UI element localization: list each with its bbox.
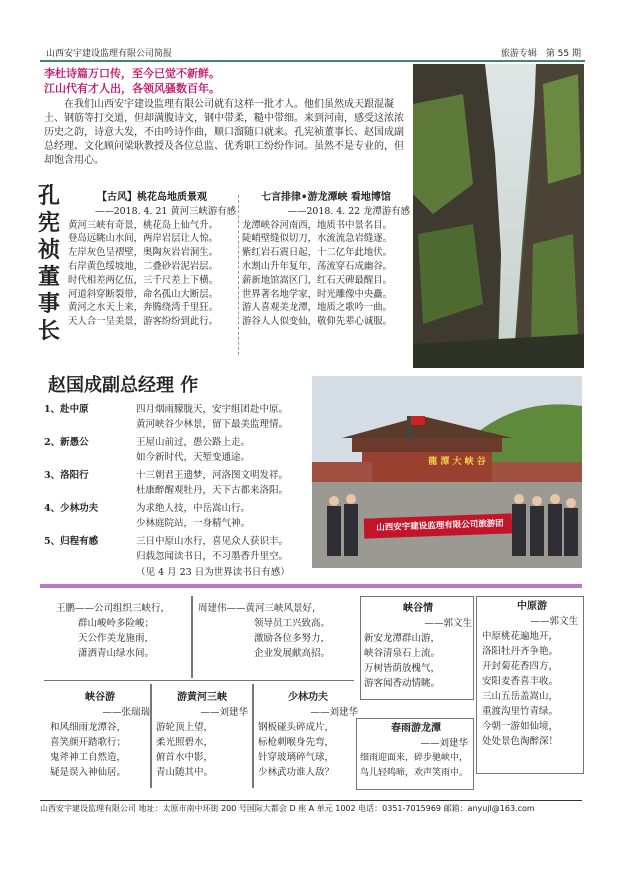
- poem-title: 七言排律•游龙潭峡 看地博馆: [261, 192, 391, 203]
- poem-title: 【古风】桃花岛地质景观: [97, 192, 207, 203]
- poem-box-wangpeng: [56, 601, 191, 661]
- box-border: [252, 684, 254, 788]
- poem-box-zhoujianwei: [198, 601, 358, 661]
- poem-line: 三山五岳盖嵩山，: [482, 691, 559, 702]
- opening-poem-line: 江山代有才人出，各领风骚数百年。: [44, 82, 220, 95]
- item-line: 四月烟雨朦胧天，安宇组团赴中原。: [136, 404, 289, 415]
- item-line: 归载忽闻读书日，不习墨香升里空。: [136, 551, 289, 562]
- item-key: 5、归程有感: [44, 536, 99, 547]
- poem-line: 薪新地馆嵩区门，红石天碑最醒目。: [242, 274, 393, 286]
- box-border: [150, 684, 152, 788]
- poem-author: ——郭文生: [424, 618, 472, 629]
- item-line: 三日中原山水行，喜见众人获识丰。: [136, 536, 289, 547]
- poem-line: 企业发展献高招。: [254, 648, 331, 659]
- poem-line: 河道斜穿断裂带，命名孤山大断层。: [68, 288, 219, 300]
- name-char: 长: [37, 318, 60, 344]
- poem-title: 游黄河三峡: [177, 692, 227, 703]
- gate-sign: 龍 潭 大 峡 谷: [428, 457, 486, 467]
- poem-line: 开封菊花香四方，: [482, 661, 559, 672]
- opening-poem-line: 李杜诗篇万口传，至今已觉不新鲜。: [44, 67, 220, 80]
- poem-line: 和风细雨龙潭谷，: [50, 722, 127, 733]
- item-line: 少林庭院站，一身精气神。: [136, 518, 251, 529]
- poem-box-huanghe: [156, 690, 248, 780]
- poem-date: ——2018. 4. 22 龙潭游有感: [287, 205, 410, 217]
- poem-line: 青山随其中。: [156, 767, 214, 778]
- page-header: [40, 44, 585, 62]
- column-divider: [238, 195, 239, 355]
- poem-line: 中原桃花遍地开，: [482, 631, 559, 642]
- poem-date: ——2018. 4. 21 黄河三峡游有感: [94, 205, 236, 217]
- poem-line: 标枪刺喉身先弯，: [258, 737, 335, 748]
- poem-line: 喜笑颜开踏歌行；: [50, 737, 127, 748]
- poem-line: 游人喜观美龙潭，地质之歌吟一曲。: [242, 302, 393, 314]
- poem-line: 处处景色淘醉深！: [482, 736, 559, 747]
- poem-line: 时代相差两亿伍，三千尺差上下横。: [68, 274, 219, 286]
- poem-line: 紫红岩石震日起，十二亿年此地伏。: [242, 247, 393, 259]
- header-issue: 旅游专辑 第 55 期: [500, 49, 581, 59]
- zhao-poem-list: [44, 403, 314, 583]
- poem-author: ——刘建华: [420, 738, 468, 749]
- item-line: 王屋山前过，愚公路上走。: [136, 437, 251, 448]
- name-char: 宪: [37, 210, 60, 236]
- poem-line: 峡谷清泉石上流。: [364, 648, 441, 659]
- poem-line: 重渡沟里竹青绿。: [482, 706, 559, 717]
- item-line: 如今新时代，天堑变通途。: [136, 452, 251, 463]
- poem-line: 龙潭峡谷河南西，地质书中景名目。: [242, 219, 393, 231]
- group-photo: [312, 376, 582, 568]
- poem-peach-island: [68, 191, 236, 329]
- name-char: 事: [37, 291, 60, 317]
- item-key: 2、新愚公: [44, 437, 89, 448]
- poem-box-xiaguyou: [50, 690, 150, 780]
- name-char: 董: [37, 264, 60, 290]
- poem-line: 黄河三峡有奇景，桃花岛上仙气升。: [68, 219, 219, 231]
- item-line: 杜康醉醒观牡丹，天下古都来洛阳。: [136, 485, 289, 496]
- poem-line: 激励各位多努力，: [254, 633, 331, 644]
- item-key: 1、赴中原: [44, 404, 89, 415]
- poem-title: 春雨游龙潭: [391, 723, 441, 734]
- canyon-photo: [413, 64, 584, 368]
- poem-title: 少林功夫: [288, 692, 328, 703]
- list-note: （见 4 月 23 日为世界读书日有感）: [136, 567, 290, 578]
- poem-line: 游轮顶上望，: [156, 722, 214, 733]
- box-border: [360, 596, 474, 700]
- poem-line: 鬼斧神工自然造，: [50, 752, 127, 763]
- name-char: 祯: [37, 237, 60, 263]
- poem-line: 疑是误入神仙居。: [50, 767, 127, 778]
- poem-line: 俯首水中影，: [156, 752, 214, 763]
- item-key: 3、洛阳行: [44, 470, 89, 481]
- header-company: 山西安宇建设监理有限公司简报: [46, 49, 173, 59]
- poem-line: 游谷人人似变仙，敬仰先辈心诚服。: [242, 316, 393, 328]
- poem-line: 领导员工兴致高。: [254, 618, 331, 629]
- poem-line: 右岸黄色绥坡地，二叠砂岩泥岩层。: [68, 260, 219, 272]
- item-line: 为求绝人技，中岳嵩山行。: [136, 503, 251, 514]
- box-border: [44, 680, 354, 681]
- opening-poem: [44, 66, 404, 96]
- poem-line: 黄河之水天上来，奔腾绕湾千里狂。: [68, 302, 219, 314]
- poem-line: 潇洒青山绿水间。: [78, 648, 155, 659]
- item-line: 黄河峡谷少林景，留下最美监理情。: [136, 419, 289, 430]
- page-footer: 山西安宇建设监理有限公司 地址：太原市南中环街 200 号国际大都会 D 座 A 单元 1002 电话：0351-7015969 邮箱：anyujl@163.com: [40, 800, 582, 814]
- poem-line: 万树皆荫放槐气，: [364, 663, 441, 674]
- section-divider-bar: [40, 584, 582, 588]
- poem-box-shaolin: [258, 690, 358, 780]
- item-key: 4、少林功夫: [44, 503, 99, 514]
- poem-line: 天人合一呈美景，游客纷纷到此行。: [68, 316, 219, 328]
- poem-line: 柔光照碧水，: [156, 737, 214, 748]
- poem-box-zhongyuanyou: [482, 599, 582, 749]
- poem-line: 游客闻香动情眺。: [364, 678, 441, 689]
- poem-box-chunyu: [360, 721, 472, 781]
- poem-line: 新安龙潭群山游，: [364, 633, 441, 644]
- poem-author: ——郭文生: [530, 616, 578, 627]
- poem-line: 今朝一游如仙境，: [482, 721, 559, 732]
- poem-line: 周建伟——黄河三峡风景好，: [198, 603, 322, 614]
- poem-line: 少林武功谁人敌？: [258, 767, 335, 778]
- poem-line: 细雨迎面来，碎步驰峡中，: [360, 753, 469, 763]
- intro-paragraph: 在我们山西安宇建设监理有限公司就有这样一批才人。他们虽然成天跟混凝土、钢筋等打交道，但却满腹诗文，钢中带柔，糙中带细。来到河南，感受这浓浓历史之韵，诗意大发，不由吟诗作曲，顺口溜随口就来。孔宪祯董事长、赵国成副总经理、文化顾问梁耿教授及各位总监、优秀职工纷纷作词。虽然不是专业的，但却饱含用心。: [44, 99, 404, 166]
- poem-title: 峡谷游: [85, 692, 115, 703]
- section-heading-zhao: 赵国成副总经理 作: [48, 375, 199, 396]
- group-banner: 山西安宇建设监理有限公司旅游团: [376, 518, 504, 534]
- poem-line: 安阳麦香喜丰收。: [482, 676, 559, 687]
- poem-line: 世界著名地学家，时光雕像中央矗。: [242, 288, 393, 300]
- poem-line: 鸟儿轻鸣啼，欢声笑雨中。: [360, 768, 469, 778]
- poem-line: 针穿玻璃碎气球，: [258, 752, 335, 763]
- poem-line: 钢板碰头碎成片，: [258, 722, 335, 733]
- poem-line: 左岸灰色呈褶壁，奥陶灰岩岩洞生。: [68, 247, 219, 259]
- poem-line: 水割山升年复年，荡流穿石成幽谷。: [242, 260, 393, 272]
- chairman-name-vertical: [36, 183, 62, 345]
- poem-longtan: [242, 191, 410, 329]
- poem-line: 登岛远眺山水间，两岸岩层让人惊。: [68, 233, 219, 245]
- name-char: 孔: [37, 183, 60, 209]
- poem-line: 天公作美龙施雨，: [78, 633, 155, 644]
- box-border: [191, 596, 193, 678]
- poem-line: 洛阳牡丹齐争艳。: [482, 646, 559, 657]
- poem-line: 群山峻岭多险峻；: [78, 618, 155, 629]
- poem-author: ——张瑞瑞: [102, 707, 150, 718]
- poem-title: 峡谷情: [403, 603, 433, 614]
- poem-line: 陡峭壁缝似切刀，水流流急岩缝逐。: [242, 233, 393, 245]
- poem-line: 王鹏——公司组织三峡行，: [56, 603, 171, 614]
- item-line: 十三朝君王遗梦，河洛图文明发祥。: [136, 470, 289, 481]
- poem-author: ——刘建华: [310, 707, 358, 718]
- poem-author: ——刘建华: [200, 707, 248, 718]
- poem-title: 中原游: [517, 601, 547, 612]
